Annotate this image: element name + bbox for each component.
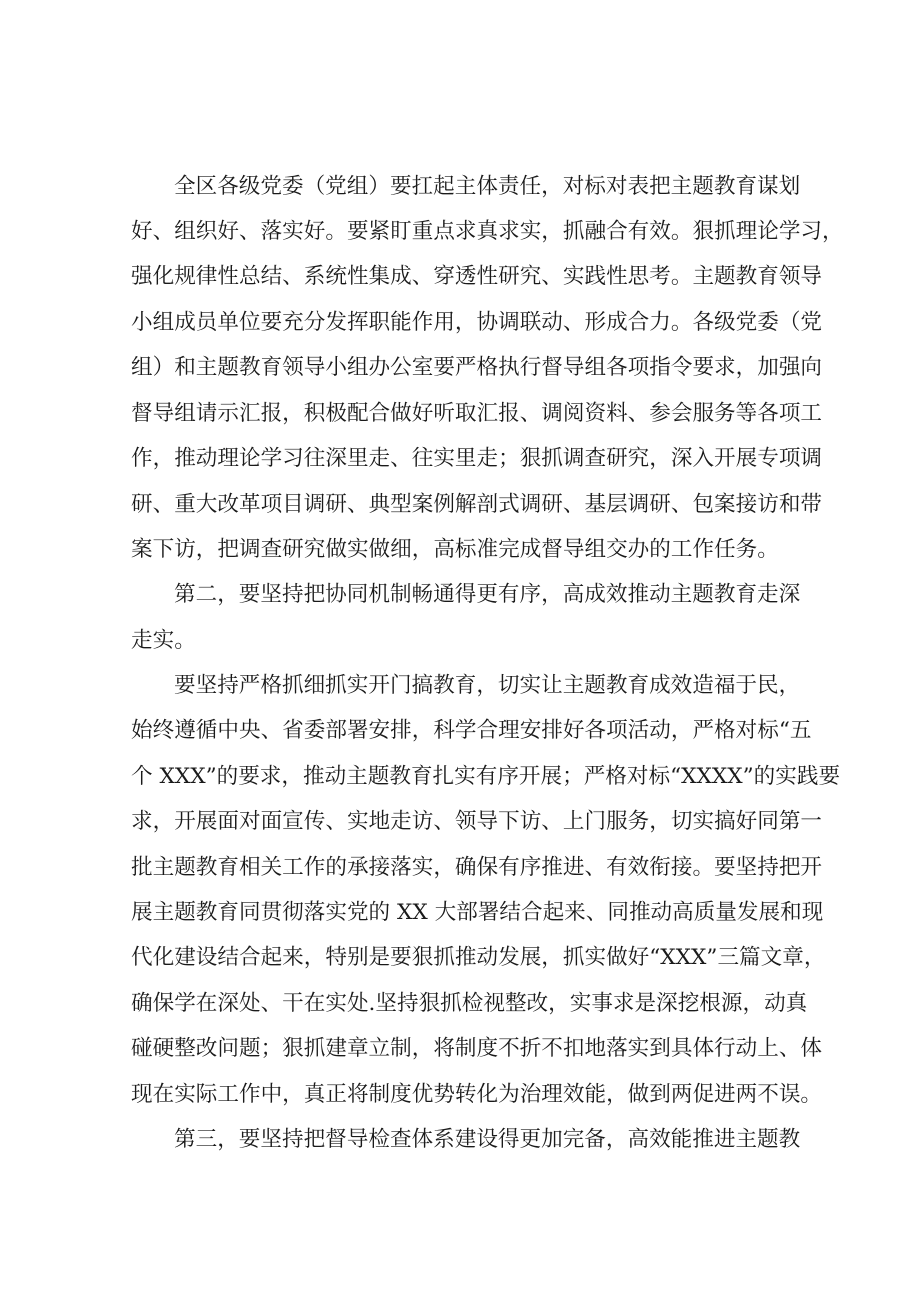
paragraph-3-line-6: 展主题教育同贯彻落实党的 XX 大部署结合起来、同推动高质量发展和现: [131, 900, 824, 925]
paragraph-3-line-2: 始终遵循中央、省委部署安排，科学合理安排好各项活动，严格对标“五: [131, 718, 812, 743]
paragraph-1-line-7: 作，推动理论学习往深里走、往实里走；狠抓调查研究，深入开展专项调: [131, 446, 823, 471]
paragraph-3-line-5: 批主题教育相关工作的承接落实，确保有序推进、有效衔接。要坚持把开: [131, 855, 823, 880]
paragraph-3-line-8: 确保学在深处、干在实处.坚持狠抓检视整改，实事求是深挖根源，动真: [131, 991, 808, 1016]
paragraph-1-line-2: 好、组织好、落实好。要紧盯重点求真求实，抓融合有效。狠抓理论学习，: [131, 219, 844, 244]
paragraph-1-line-6: 督导组请示汇报，积极配合做好听取汇报、调阅资料、参会服务等各项工: [131, 401, 823, 426]
paragraph-2-line-2: 走实。: [131, 628, 196, 653]
paragraph-1-line-8: 研、重大改革项目调研、典型案例解剖式调研、基层调研、包案接访和带: [131, 492, 823, 517]
paragraph-1-line-1: 全区各级党委（党组）要扛起主体责任，对标对表把主题教育谋划: [174, 174, 801, 199]
paragraph-1-line-9: 案下访，把调查研究做实做细，高标准完成督导组交办的工作任务。: [131, 537, 779, 562]
paragraph-3-line-3: 个 XXX”的要求，推动主题教育扎实有序开展；严格对标“XXXX”的实践要: [131, 764, 841, 789]
paragraph-1-line-5: 组）和主题教育领导小组办公室要严格执行督导组各项指令要求，加强向: [131, 355, 823, 380]
paragraph-2-line-1: 第二，要坚持把协同机制畅通得更有序，高成效推动主题教育走深: [174, 582, 801, 607]
paragraph-4-line-1: 第三，要坚持把督导检查体系建设得更加完备，高效能推进主题教: [174, 1127, 801, 1152]
paragraph-1-line-3: 强化规律性总结、系统性集成、穿透性研究、实践性思考。主题教育领导: [131, 264, 823, 289]
paragraph-3-line-4: 求，开展面对面宣传、实地走访、领导下访、上门服务，切实搞好同第一: [131, 809, 823, 834]
paragraph-3-line-1: 要坚持严格抓细抓实开门搞教育，切实让主题教育成效造福于民，: [174, 673, 801, 698]
paragraph-3-line-7: 代化建设结合起来，特别是要狠抓推动发展，抓实做好“XXX”三篇文章，: [131, 945, 826, 970]
paragraph-1-line-4: 小组成员单位要充分发挥职能作用，协调联动、形成合力。各级党委（党: [131, 310, 823, 335]
paragraph-3-line-10: 现在实际工作中，真正将制度优势转化为治理效能，做到两促进两不误。: [131, 1082, 823, 1107]
paragraph-3-line-9: 碰硬整改问题；狠抓建章立制，将制度不折不扣地落实到具体行动上、体: [131, 1036, 823, 1061]
